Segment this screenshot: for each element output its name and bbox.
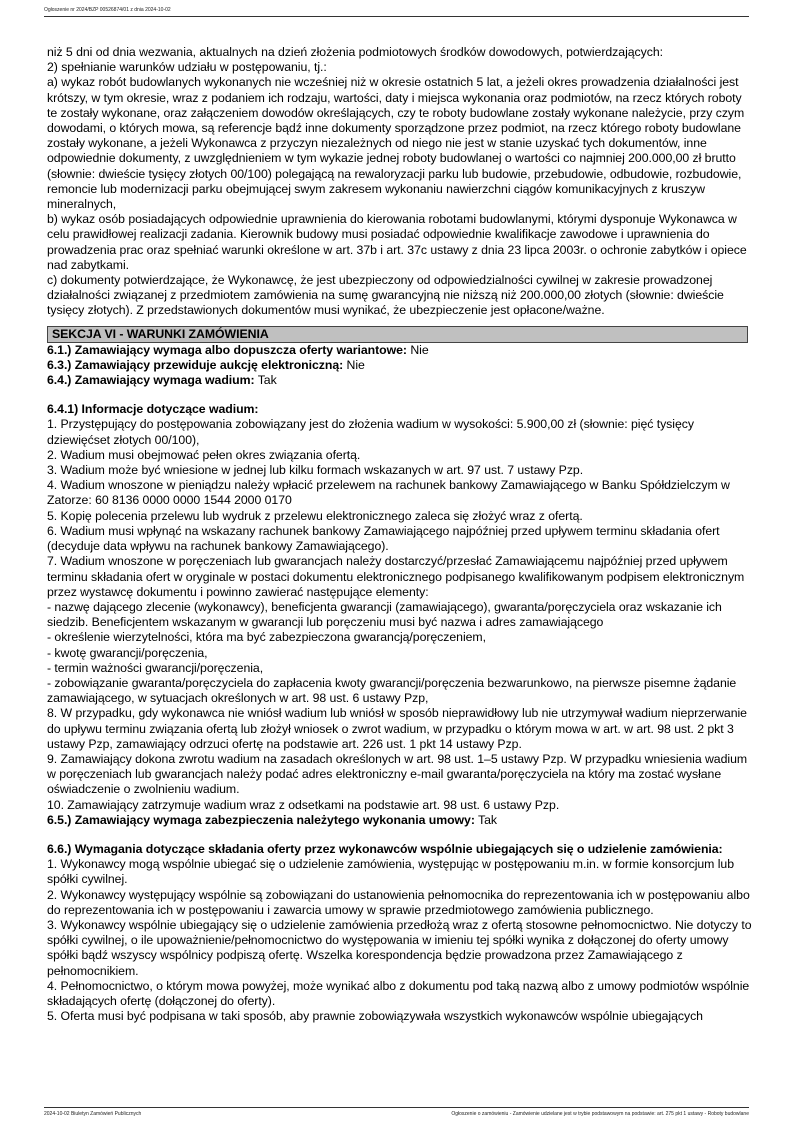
question-6-4-1 <box>47 402 752 812</box>
list-item: 3. Wykonawcy wspólnie ubiegający się o udzielenie zamówienia przedłożą wraz z ofertą stosowne pełnomocnictwo. Nie dotyczy to spółki cywilnej, o ile upoważnienie/pełnomocnictwo do występowania w imieniu tej spółki wynika z dołączonej do oferty umowy spółki bądź wszyscy wspólnicy podpiszą ofertę. Wszelka korespondencja będzie prowadzona przez Zamawiającego z pełnomocnikiem. <box>47 917 752 978</box>
list-item: 6. Wadium musi wpłynąć na wskazany rachunek bankowy Zamawiającego najpóźniej przed upływem terminu składania ofert (decyduje data wpływu na rachunek bankowy Zamawiającego). <box>47 523 720 554</box>
paragraph: a) wykaz robót budowlanych wykonanych nie wcześniej niż w okresie ostatnich 5 lat, a jeżeli okres prowadzenia działalności jest krótszy, w tym okresie, wraz z podaniem ich rodzaju, wartości, daty i miejsca wykonania oraz podmiotów, na rzecz których roboty te zostały wykonane, oraz załączeniem dowodów określających, czy te roboty budowlane zostały wykonane należycie, przy czym dowodami, o których mowa, są referencje bądź inne dokumenty sporządzone przez podmiot, na rzecz którego roboty budowlane zostały wykonane, a jeżeli Wykonawca z przyczyn niezależnych od niego nie jest w stanie uzyskać tych dokumentów, inne odpowiednie dokumenty, z uwzględnieniem w tym wykazie jednej roboty budowlanej o wartości co najmniej 200.000,00 zł brutto (słownie: dwieście tysięcy złotych 00/100) polegającą na rewaloryzacji parku lub budowie, przebudowie, odbudowie, rozbudowie, remoncie lub modernizacji parku obejmującej swym zakresem wykonaniu nawierzchni ciągów komunikacyjnych z kruszyw mineralnych, <box>47 75 745 212</box>
list-item: 2. Wadium musi obejmować pełen okres związania ofertą. <box>47 447 361 462</box>
question-6-5 <box>47 813 752 828</box>
question-label: 6.3.) Zamawiający przewiduje aukcję elektroniczną: <box>47 357 344 372</box>
list-item: 5. Kopię polecenia przelewu lub wydruk z przelewu elektronicznego zaleca się złożyć wraz z ofertą. <box>47 508 583 523</box>
list-item: 4. Pełnomocnictwo, o którym mowa powyżej, może wynikać albo z dokumentu pod taką nazwą albo z umowy podmiotów wspólnie składających ofertę (dołączonej do oferty). <box>47 978 750 1008</box>
page-header <box>44 7 749 17</box>
intro-conditions <box>47 45 752 319</box>
section-header: SEKCJA VI - WARUNKI ZAMÓWIENIA <box>47 326 748 343</box>
list-item: - kwotę gwarancji/poręczenia, <box>47 645 208 660</box>
question-value: Nie <box>343 357 365 372</box>
list-item: - zobowiązanie gwaranta/poręczyciela do zapłacenia kwoty gwarancji/poręczenia bezwarunkowo, na pierwsze pisemne żądanie zamawiającego, w sytuacjach określonych w art. 98 ust. 6 ustawy Pzp, <box>47 675 737 706</box>
list-item: 9. Zamawiający dokona zwrotu wadium na zasadach określonych w art. 98 ust. 1–5 ustawy Pzp. W przypadku wniesienia wadium w poręczeniach lub gwarancjach należy podać adres elektroniczny e-mail gwaranta/poręczyciela na który ma zostać wysłane oświadczenie o zwolnieniu wadium. <box>47 751 748 797</box>
list-item: 2. Wykonawcy występujący wspólnie są zobowiązani do ustanowienia pełnomocnika do reprezentowania ich w postępowaniu albo do reprezentowania ich w postępowaniu i zawarcia umowy w sprawie przedmiotowego zamówienia publicznego. <box>47 887 750 917</box>
question-label: 6.4.) Zamawiający wymaga wadium: <box>47 373 255 388</box>
question-label: 6.4.1) Informacje dotyczące wadium: <box>47 402 259 417</box>
footer-publication: 2024-10-02 Biuletyn Zamówień Publicznych <box>44 1111 142 1117</box>
question-6-4 <box>47 373 752 388</box>
list-item: 5. Oferta musi być podpisana w taki sposób, aby prawnie zobowiązywała wszystkich wykonawców wspólnie ubiegających <box>47 1009 703 1024</box>
question-value: Tak <box>254 373 277 388</box>
question-value: Nie <box>406 342 429 357</box>
question-6-6 <box>47 842 752 1024</box>
list-item: 4. Wadium wnoszone w pieniądzu należy wpłacić przelewem na rachunek bankowy Zamawiającego w Banku Spółdzielczym w Zatorze: 60 8136 0000 0000 1544 2000 0170 <box>47 478 730 508</box>
paragraph: niż 5 dni od dnia wezwania, aktualnych na dzień złożenia podmiotowych środków dowodowych, potwierdzających: <box>47 45 663 59</box>
paragraph: 2) spełnianie warunków udziału w postępowaniu, tj.: <box>47 60 327 75</box>
list-item: - określenie wierzytelności, która ma być zabezpieczona gwarancją/poręczeniem, <box>47 630 486 645</box>
question-label: 6.5.) Zamawiający wymaga zabezpieczenia należytego wykonania umowy: <box>47 812 475 827</box>
question-6-3 <box>47 358 752 373</box>
question-label: 6.6.) Wymagania dotyczące składania oferty przez wykonawców wspólnie ubiegających się o udzielenie zamówienia: <box>47 841 723 856</box>
list-item: - termin ważności gwarancji/poręczenia, <box>47 660 264 675</box>
footer-notice-type: Ogłoszenie o zamówieniu - Zamówienie udzielane jest w trybie podstawowym na podstawie: art. 275 pkt 1 ustawy - Roboty budowlane <box>451 1111 749 1117</box>
list-item: 3. Wadium może być wniesione w jednej lub kilku formach wskazanych w art. 97 ust. 7 ustawy Pzp. <box>47 463 584 478</box>
list-item: 8. W przypadku, gdy wykonawca nie wniósł wadium lub wniósł w sposób nieprawidłowy lub nie utrzymywał wadium nieprzerwanie do upływu terminu związania ofertą lub złożył wniosek o zwrot wadium, w przypadku o którym mowa w art. w art. 98 ust. 2 pkt 3 ustawy Pzp, zamawiający odrzuci ofertę na podstawie art. 226 ust. 1 pkt 14 ustawy Pzp. <box>47 706 747 751</box>
list-item: 7. Wadium wnoszone w poręczeniach lub gwarancjach należy dostarczyć/przesłać Zamawiającemu najpóźniej przed upływem terminu składania ofert w oryginale w postaci dokumentu elektronicznego podpisanego kwalifikowanym podpisem elektronicznym przez wystawcę dokumentu i powinno zawierać następujące elementy: <box>47 554 745 599</box>
list-item: 1. Przystępujący do postępowania zobowiązany jest do złożenia wadium w wysokości: 5.900,00 zł (słownie: pięć tysięcy dziewięćset złotych 00/100), <box>47 417 694 447</box>
list-item: 10. Zamawiający zatrzymuje wadium wraz z odsetkami na podstawie art. 98 ust. 6 ustawy Pzp. <box>47 797 560 812</box>
notice-number: Ogłoszenie nr 2024/BZP 00526874/01 z dnia 2024-10-02 <box>44 7 171 13</box>
list-item: - nazwę dającego zlecenie (wykonawcy), beneficjenta gwarancji (zamawiającego), gwaranta/poręczyciela oraz wskazanie ich siedzib. Beneficjentem wskazanym w gwarancji lub poręczeniu musi być nazwa i adres zamawiającego <box>47 599 722 630</box>
question-value: Tak <box>474 812 498 827</box>
document-body <box>47 45 752 1024</box>
paragraph: b) wykaz osób posiadających odpowiednie uprawnienia do kierowania robotami budowlanymi, którymi dysponuje Wykonawca w celu prawidłowej realizacji zadania. Kierownik budowy musi posiadać odpowiednie kwalifikacje zawodowe i uprawnienia do prowadzenia prac oraz spełniać warunki określone w art. 37b i art. 37c ustawy z dnia 23 lipca 2003r. o ochronie zabytków i opiece nad zabytkami. <box>47 212 747 272</box>
page-footer <box>44 1107 749 1118</box>
paragraph: c) dokumenty potwierdzające, że Wykonawcę, że jest ubezpieczony od odpowiedzialności cywilnej w zakresie prowadzonej działalności związanej z przedmiotem zamówienia na sumę gwarancyjną nie niższą niż 200.000,00 złotych (słownie: dwieście tysięcy złotych). Z przedstawionych dokumentów musi wynikać, że ubezpieczenie jest opłacone/ważne. <box>47 273 724 318</box>
question-6-1 <box>47 343 752 358</box>
list-item: 1. Wykonawcy mogą wspólnie ubiegać się o udzielenie zamówienia, występując w postępowaniu m.in. w formie konsorcjum lub spółki cywilnej. <box>47 857 735 887</box>
question-label: 6.1.) Zamawiający wymaga albo dopuszcza oferty wariantowe: <box>47 342 407 357</box>
